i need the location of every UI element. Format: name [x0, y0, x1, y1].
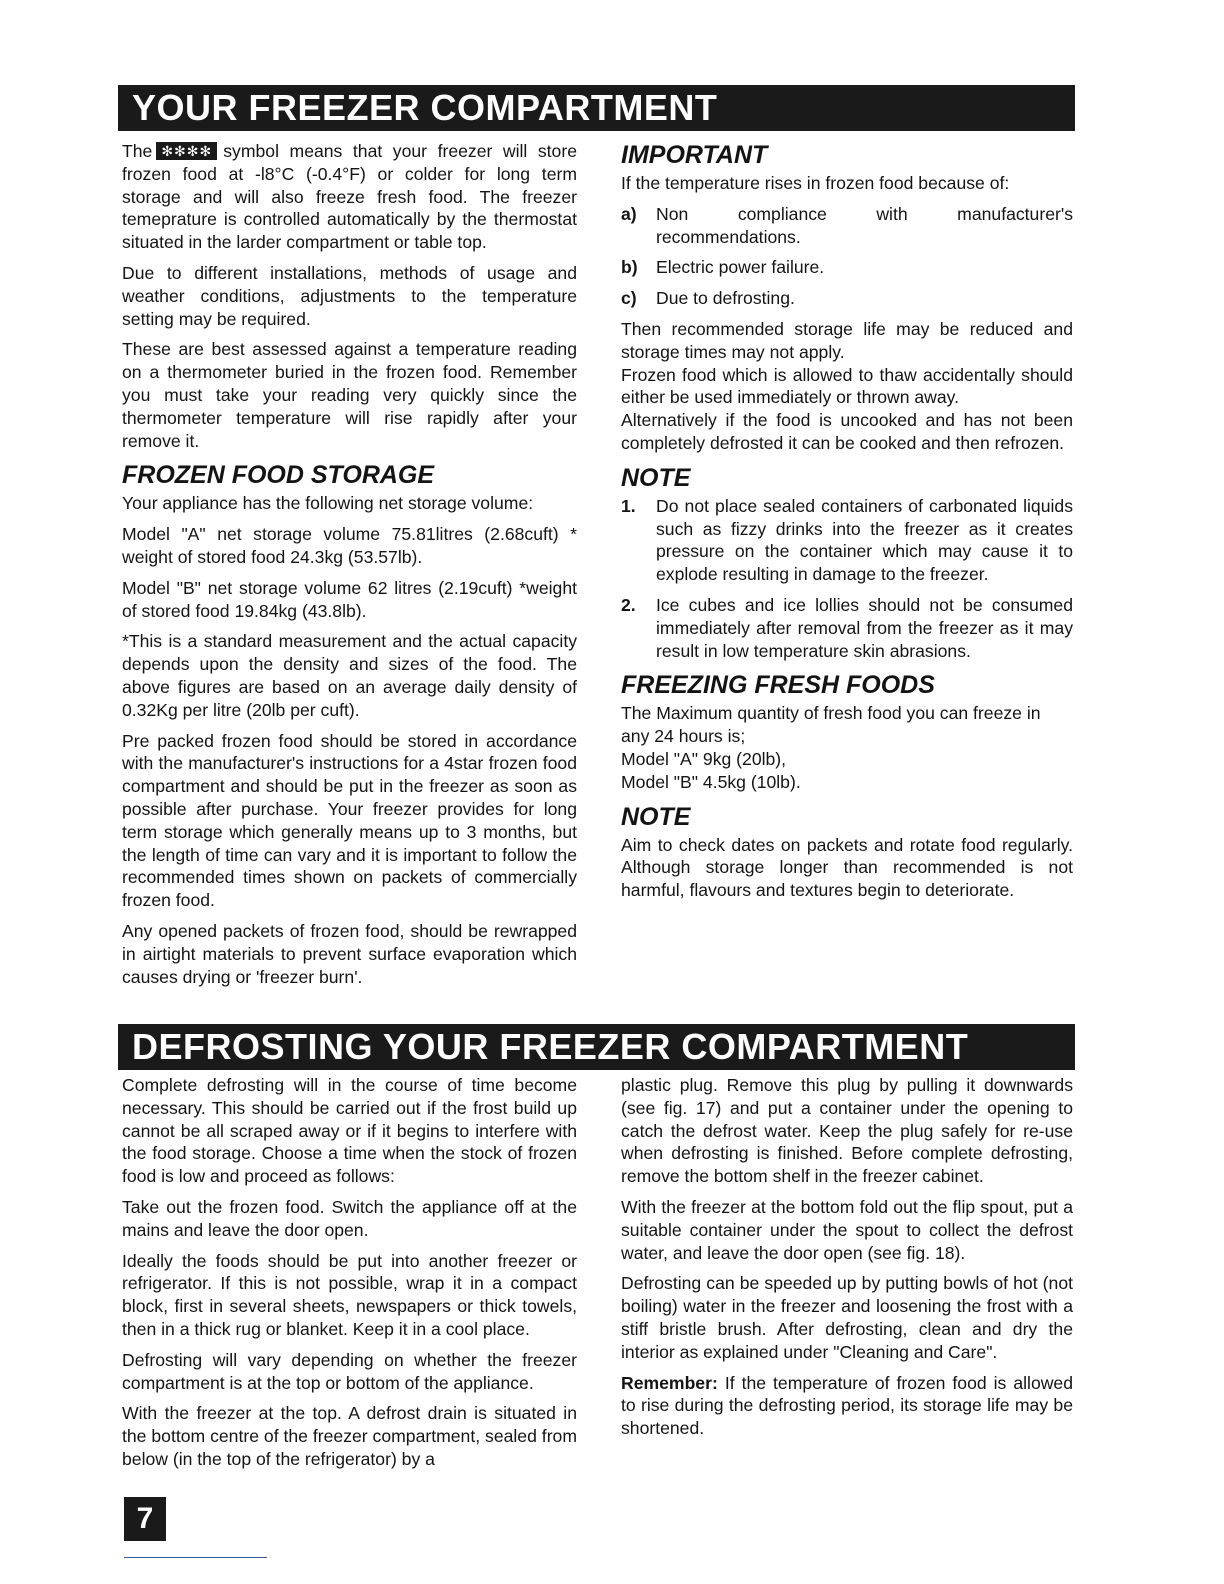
intro-paragraph — [122, 140, 577, 254]
frozen-food-storage-heading: FROZEN FOOD STORAGE — [122, 461, 435, 490]
storage-life-paragraph: Then recommended storage life may be reduced and storage times may not apply. — [621, 318, 1073, 362]
list-item-label: a) — [621, 203, 637, 224]
important-heading: IMPORTANT — [621, 141, 768, 169]
freeze-quantity-line: The Maximum quantity of fresh food you can freeze in any 24 hours is; — [621, 703, 1041, 747]
important-intro: If the temperature rises in frozen food because of: — [621, 173, 1010, 193]
freezer-position-paragraph: Defrosting will vary depending on whether the freezer compartment is at the top or bottom of the appliance. — [122, 1349, 577, 1393]
footer-divider — [124, 1557, 267, 1558]
speed-up-paragraph: Defrosting can be speeded up by putting bowls of hot (not boiling) water in the freezer and loosening the frost with a stiff bristle brush. After defrosting, clean and dry the interior as explained under "Cleaning and Care". — [621, 1273, 1073, 1362]
list-item-label: 2. — [621, 594, 636, 615]
list-item — [621, 495, 1073, 586]
list-item-text: Non compliance with manufacturer's recommendations. — [656, 203, 1073, 247]
remember-paragraph — [621, 1372, 1073, 1440]
refrozen-paragraph: Alternatively if the food is uncooked and has not been completely defrosted it can be cooked and then refrozen. — [621, 410, 1073, 453]
freezer-left-column — [122, 140, 577, 996]
model-a-volume: Model "A" net storage volume 75.81litres (2.68cuft) * weight of stored food 24.3kg (53.57lb). — [122, 524, 577, 567]
model-b-volume: Model "B" net storage volume 62 litres (2.19cuft) *weight of stored food 19.84kg (43.8lb). — [122, 577, 577, 621]
measurement-note: *This is a standard measurement and the actual capacity depends upon the density and sizes of the food. The above figures are based on an average daily density of 0.32Kg per litre (20lb per cuft). — [122, 631, 577, 720]
remember-label: Remember: — [621, 1372, 718, 1393]
list-item-text: Electric power failure. — [656, 257, 825, 278]
star-rating-icon: ✻✻✻✻ — [156, 142, 217, 160]
list-item — [621, 287, 1073, 310]
freeze-quantity-block — [621, 702, 1073, 793]
defrost-left-column — [122, 1074, 577, 1479]
freezing-fresh-foods-heading: FREEZING FRESH FOODS — [621, 671, 935, 700]
list-item-label: c) — [621, 288, 637, 309]
switch-off-paragraph: Take out the frozen food. Switch the appliance off at the mains and leave the door open. — [122, 1196, 577, 1240]
intro-post: symbol means that your freezer will store frozen food at -l8°C (-0.4°F) or colder for long term storage and will also freeze fresh food. The freezer temeprature is controlled automatically by the thermostat situated in the larder compartment or table top. — [122, 141, 577, 253]
defrosting-section-banner: DEFROSTING YOUR FREEZER COMPARTMENT — [118, 1024, 1075, 1070]
thaw-paragraph: Frozen food which is allowed to thaw accidentally should either be used immediately or thrown away. — [621, 364, 1073, 408]
freeze-model-a: Model "A" 9kg (20lb), — [621, 748, 787, 769]
list-item — [621, 203, 1073, 249]
list-item — [621, 256, 1073, 279]
freeze-model-b: Model "B" 4.5kg (10lb). — [621, 771, 801, 792]
list-item-text: Do not place sealed containers of carbonated liquids such as fizzy drinks into the freezer as it creates pressure on the container which may cause it to explode resulting in damage to the freezer. — [656, 495, 1073, 585]
page-number: 7 — [124, 1497, 166, 1541]
list-item-label: 1. — [621, 495, 636, 516]
remember-text: If the temperature of frozen food is allowed to rise during the defrosting period, its storage life may be shortened. — [621, 1372, 1074, 1439]
freezer-top-paragraph: With the freezer at the top. A defrost drain is situated in the bottom centre of the freezer compartment, sealed from below (in the top of the refrigerator) by a — [122, 1403, 577, 1469]
note-heading: NOTE — [621, 802, 691, 831]
note-heading: NOTE — [621, 463, 691, 492]
list-item-text: Ice cubes and ice lollies should not be consumed immediately after removal from the freezer as it may result in low temperature skin abrasions. — [656, 594, 1073, 661]
defrost-right-column — [621, 1074, 1073, 1448]
intro-pre: The — [122, 141, 153, 161]
freezer-section-banner: YOUR FREEZER COMPARTMENT — [118, 85, 1075, 131]
storage-volume-intro: Your appliance has the following net storage volume: — [122, 493, 534, 514]
freezer-right-column — [621, 140, 1073, 910]
list-item — [621, 594, 1073, 662]
rotate-food-note: Aim to check dates on packets and rotate food regularly. Although storage longer than recommended is not harmful, flavours and textures begin to deteriorate. — [621, 834, 1073, 901]
list-item-text: Due to defrosting. — [656, 288, 795, 309]
plastic-plug-paragraph: plastic plug. Remove this plug by pulling it downwards (see fig. 17) and put a container under the opening to catch the defrost water. Keep the plug safely for re-use when defrosting is finished. Before complete defrosting, remove the bottom shelf in the freezer cabinet. — [621, 1075, 1073, 1187]
prepacked-paragraph: Pre packed frozen food should be stored in accordance with the manufacturer's instructions for a 4star frozen food compartment and should be put in the freezer as soon as possible after purchase. Your freezer provides for long term storage which generally means up to 3 months, but the length of time can vary and it is important to follow the recommended times shown on packets of commercially frozen food. — [122, 730, 577, 911]
thermometer-paragraph: These are best assessed against a temperature reading on a thermometer buried in the frozen food. Remember you must take your reading very quickly since the thermometer temperature will rise rapidly after your remove it. — [122, 339, 577, 451]
wrap-food-paragraph: Ideally the foods should be put into another freezer or refrigerator. If this is not possible, wrap it in a compact block, first in several sheets, newspapers or thick towels, then in a thick rug or blanket. Keep it in a cool place. — [122, 1250, 577, 1339]
list-item-label: b) — [621, 257, 638, 278]
opened-packets-paragraph: Any opened packets of frozen food, should be rewrapped in airtight materials to prevent surface evaporation which causes drying or 'freezer burn'. — [122, 920, 577, 987]
adjustment-paragraph: Due to different installations, methods of usage and weather conditions, adjustments to the temperature setting may be required. — [122, 262, 577, 329]
freezer-bottom-paragraph: With the freezer at the bottom fold out the flip spout, put a suitable container under the spout to collect the defrost water, and leave the door open (see fig. 18). — [621, 1196, 1073, 1263]
defrost-intro-paragraph: Complete defrosting will in the course of time become necessary. This should be carried out if the frost build up cannot be all scraped away or if it begins to interfere with the food storage. Choose a time when the stock of frozen food is low and proceed as follows: — [122, 1075, 577, 1187]
